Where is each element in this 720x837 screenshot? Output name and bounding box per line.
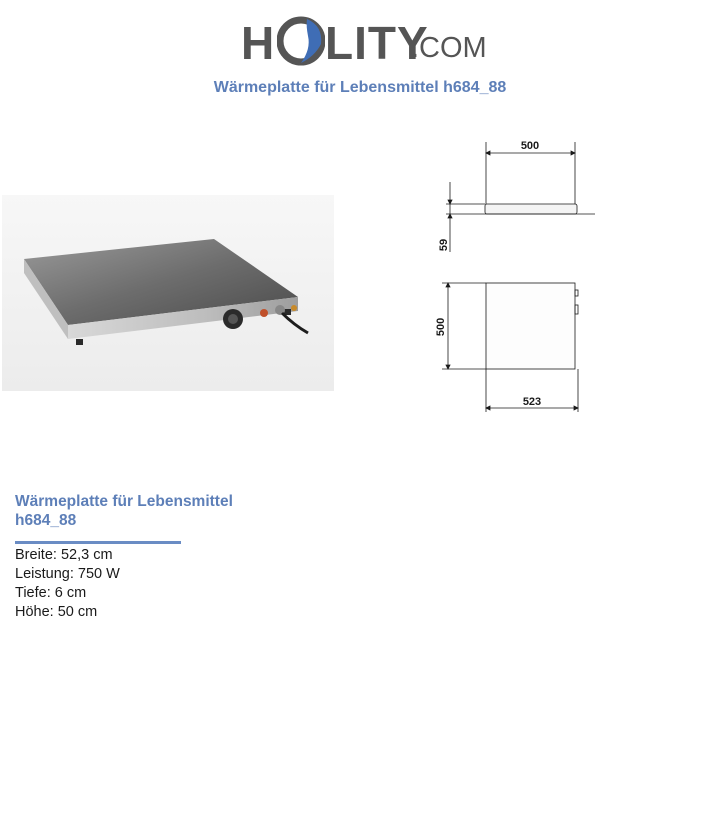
product-title-line1: Wärmeplatte für Lebensmittel [15, 493, 233, 510]
spec-item [15, 546, 120, 565]
dim-top-width-label: 500 [520, 140, 540, 152]
dim-height-label: 59 [438, 238, 450, 252]
globe-o-icon [277, 16, 325, 66]
spec-value: 6 cm [54, 585, 87, 601]
dim-bottom-width-label: 523 [522, 396, 542, 408]
technical-drawing [430, 132, 610, 417]
spec-item [15, 584, 120, 603]
product-photo[interactable] [2, 195, 334, 391]
spec-item [15, 603, 120, 622]
logo-letter-h: H [241, 17, 276, 69]
spec-label: Leistung: [15, 566, 74, 582]
spec-item [15, 565, 120, 584]
spec-value: 52,3 cm [60, 547, 113, 563]
spec-label: Breite: [15, 547, 57, 563]
spec-label: Höhe: [15, 604, 54, 620]
logo-letters-lity: LITY [325, 17, 429, 69]
spec-label: Tiefe: [15, 585, 51, 601]
product-title [15, 492, 275, 530]
spec-list [15, 546, 120, 622]
page-title: Wärmeplatte für Lebensmittel h684_88 [213, 79, 507, 96]
spec-value: 750 W [77, 566, 120, 582]
spec-value: 50 cm [57, 604, 98, 620]
product-title-line2: h684_88 [15, 512, 77, 529]
title-divider [15, 541, 181, 544]
dim-depth-label: 500 [435, 317, 447, 337]
logo-domain-suffix: .COM [411, 32, 487, 64]
